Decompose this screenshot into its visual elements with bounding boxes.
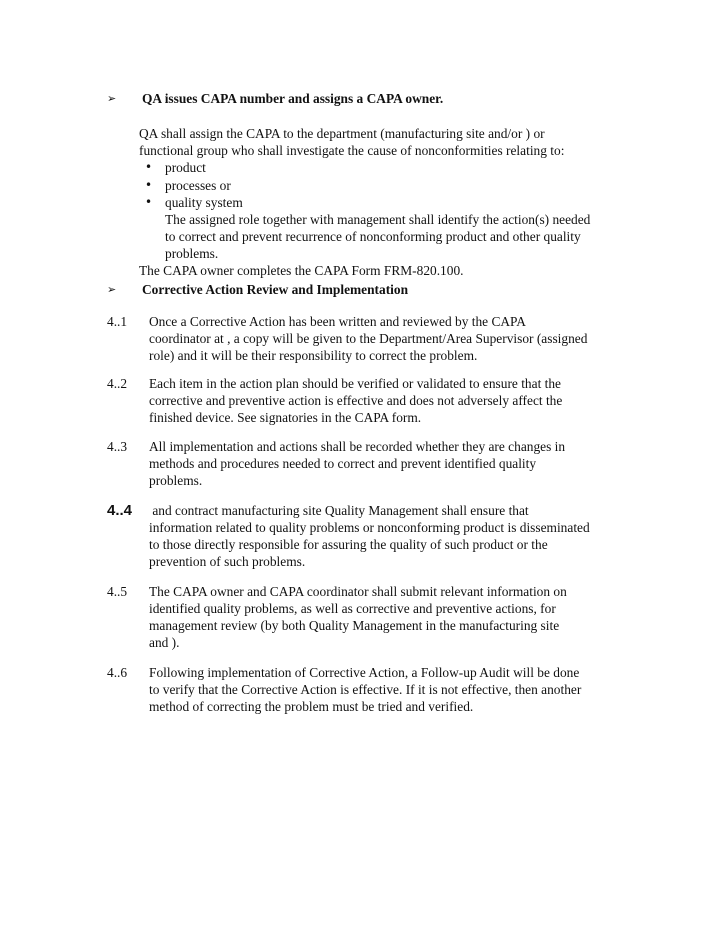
bullet-item-quality-system: quality system: [165, 195, 243, 210]
item-line: method of correcting the problem must be tried and verified.: [149, 699, 474, 714]
item-line: role) and it will be their responsibility to correct the problem.: [149, 348, 478, 363]
role-text-line-1: The assigned role together with management shall identify the action(s) needed: [165, 212, 591, 227]
item-number: 4..3: [107, 439, 128, 454]
arrow-bullet-icon: ➢: [107, 283, 117, 296]
item-line: problems.: [149, 473, 203, 488]
item-number: 4..5: [107, 584, 128, 599]
item-line: prevention of such problems.: [149, 554, 306, 569]
item-line: identified quality problems, as well as corrective and preventive actions, for: [149, 601, 556, 616]
role-text-line-3: problems.: [165, 246, 219, 261]
item-line: finished device. See signatories in the CAPA form.: [149, 410, 422, 425]
section-heading-review: Corrective Action Review and Implementation: [142, 282, 409, 297]
item-line: management review (by both Quality Management in the manufacturing site: [149, 618, 560, 633]
item-line: to those directly responsible for assuring the quality of such product or the: [149, 537, 548, 552]
item-line: and ).: [149, 635, 180, 650]
item-line: Once a Corrective Action has been written and reviewed by the CAPA: [149, 314, 526, 329]
item-line: information related to quality problems or nonconforming product is disseminated: [149, 520, 590, 535]
item-line: coordinator at , a copy will be given to the Department/Area Supervisor (assigned: [149, 331, 588, 346]
item-number: 4..2: [107, 376, 128, 391]
intro-line-1: QA shall assign the CAPA to the department (manufacturing site and/or ) or: [139, 126, 545, 141]
item-line: All implementation and actions shall be recorded whether they are changes in: [149, 439, 566, 454]
item-line: and contract manufacturing site Quality Management shall ensure that: [149, 503, 529, 518]
item-line: to verify that the Corrective Action is effective. If it is not effective, then another: [149, 682, 582, 697]
bullet-dot-icon: •: [145, 195, 153, 209]
closing-text: The CAPA owner completes the CAPA Form FRM-820.100.: [139, 263, 464, 278]
item-line: Following implementation of Corrective Action, a Follow-up Audit will be done: [149, 665, 580, 680]
item-number: 4..1: [107, 314, 128, 329]
item-number: 4..6: [107, 665, 128, 680]
bullet-dot-icon: •: [145, 178, 153, 192]
intro-line-2: functional group who shall investigate the cause of nonconformities relating to:: [139, 143, 565, 158]
item-line: methods and procedures needed to correct and prevent identified quality: [149, 456, 537, 471]
bullet-item-processes: processes or: [165, 178, 231, 193]
item-number: 4..4: [107, 502, 133, 519]
section-heading-capa-owner: QA issues CAPA number and assigns a CAPA owner.: [142, 91, 444, 106]
item-line: Each item in the action plan should be verified or validated to ensure that the: [149, 376, 561, 391]
item-line: The CAPA owner and CAPA coordinator shall submit relevant information on: [149, 584, 567, 599]
bullet-item-product: product: [165, 160, 206, 175]
arrow-bullet-icon: ➢: [107, 92, 117, 105]
item-line: corrective and preventive action is effective and does not adversely affect the: [149, 393, 563, 408]
bullet-dot-icon: •: [145, 160, 153, 174]
role-text-line-2: to correct and prevent recurrence of nonconforming product and other quality: [165, 229, 581, 244]
